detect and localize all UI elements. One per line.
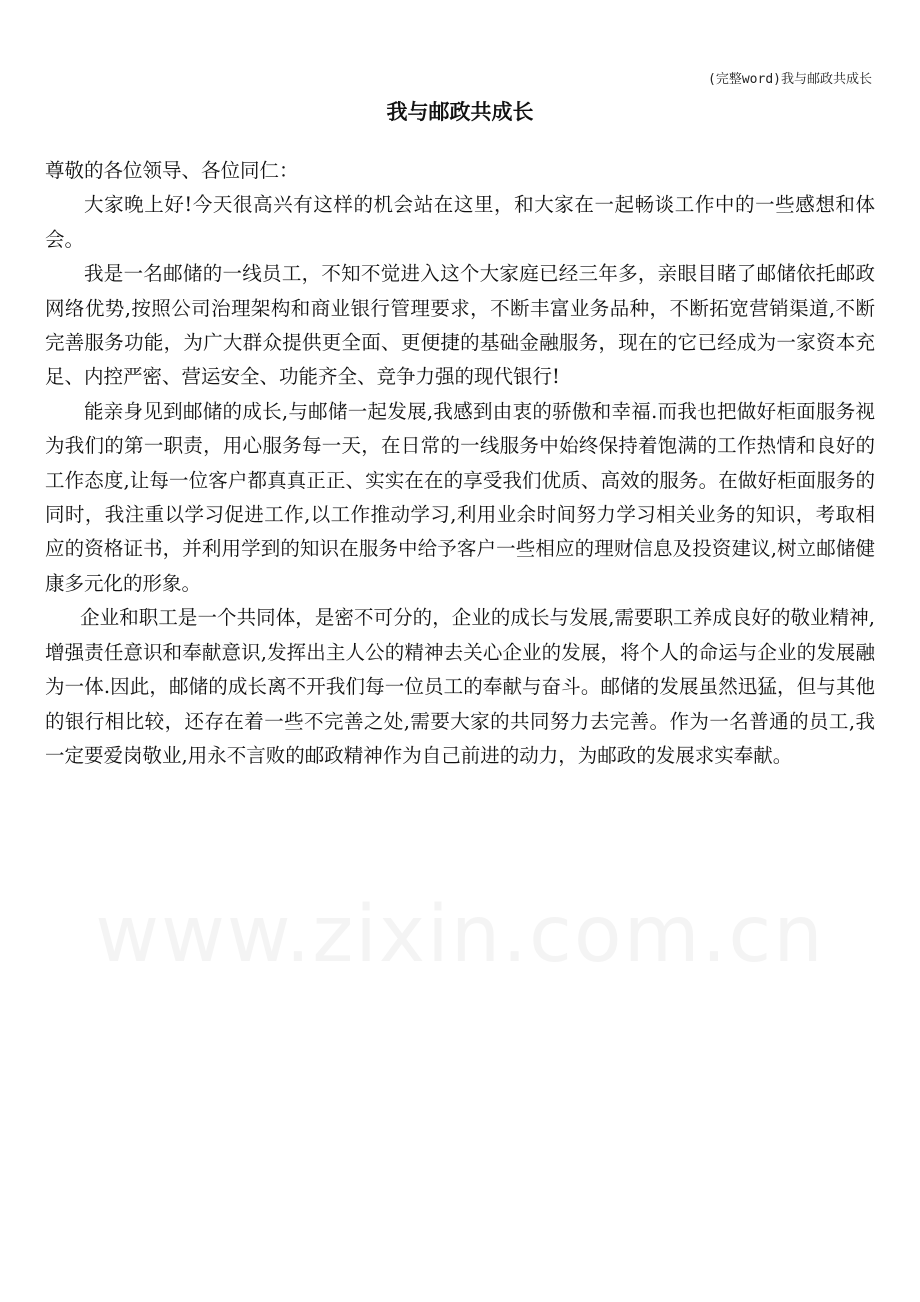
greeting-line: 尊敬的各位领导、各位同仁： [45,159,299,182]
running-header: (完整word)我与邮政共成长 [708,72,872,87]
paragraph-3: 能亲身见到邮储的成长,与邮储一起发展,我感到由衷的骄傲和幸福.而我也把做好柜面服务视为我们的第一职责，用心服务每一天，在日常的一线服务中始终保持着饱满的工作热情和良好的工作态度,让每一位客户都真真正正、实实在在的享受我们优质、高效的服务。在做好柜面服务的同时，我注重以学习促进工作,以工作推动学习,利用业余时间努力学习相关业务的知识，考取相应的资格证书，并利用学到的知识在服务中给予客户一些相应的理财信息及投资建议,树立邮储健康多元化的形象。 [45,399,875,595]
document-body [45,154,875,773]
document-title: 我与邮政共成长 [386,100,534,124]
paragraph-2: 我是一名邮储的一线员工，不知不觉进入这个大家庭已经三年多，亲眼目睹了邮储依托邮政网络优势,按照公司治理架构和商业银行管理要求，不断丰富业务品种，不断拓宽营销渠道,不断完善服务功能，为广大群众提供更全面、更便捷的基础金融服务，现在的它已经成为一家资本充足、内控严密、营运安全、功能齐全、竞争力强的现代银行! [45,262,875,389]
paragraph-1: 大家晚上好!今天很高兴有这样的机会站在这里，和大家在一起畅谈工作中的一些感想和体会。 [45,193,875,251]
paragraph-4: 企业和职工是一个共同体，是密不可分的，企业的成长与发展,需要职工养成良好的敬业精神,增强责任意识和奉献意识,发挥出主人公的精神去关心企业的发展，将个人的命运与企业的发展融为一体.因此，邮储的成长离不开我们每一位员工的奉献与奋斗。邮储的发展虽然迅猛，但与其他的银行相比较，还存在着一些不完善之处,需要大家的共同努力去完善。作为一名普通的员工,我一定要爱岗敬业,用永不言败的邮政精神作为自己前进的动力，为邮政的发展求实奉献。 [45,606,875,767]
watermark-text: www.zixin.com.cn [95,890,825,980]
